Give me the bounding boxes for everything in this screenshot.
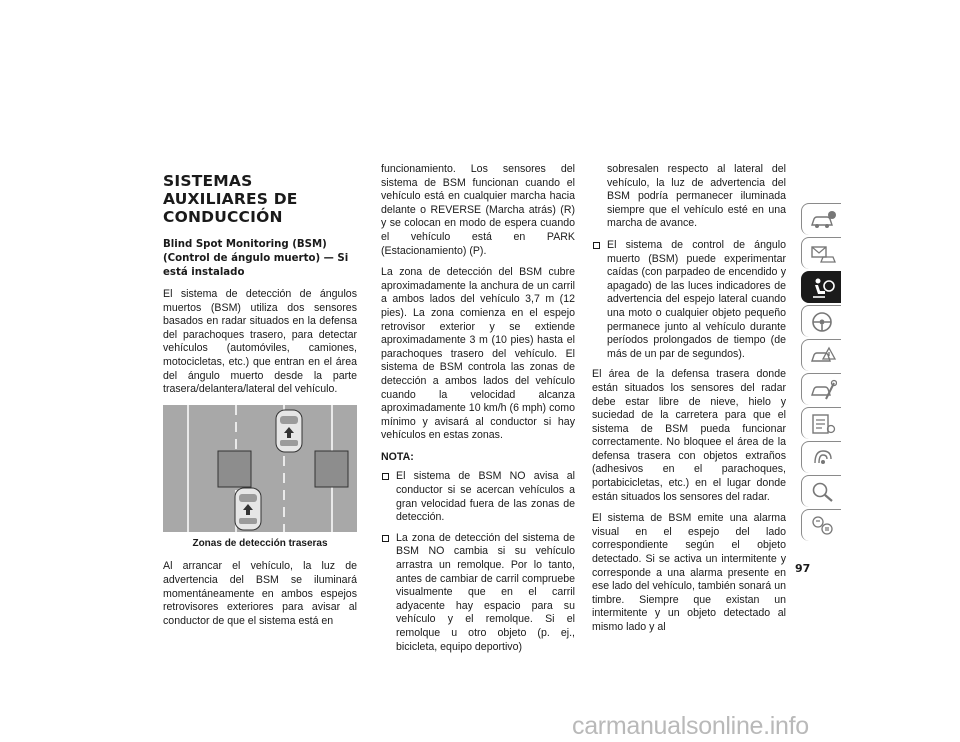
column-2: [381, 163, 575, 661]
figure-caption: Zonas de detección traseras: [192, 537, 328, 549]
list-item: [381, 532, 575, 654]
car-wrench-icon: [809, 379, 837, 401]
tab-languages[interactable]: [801, 509, 841, 541]
page-number: 97: [795, 562, 811, 575]
paragraph: La zona de detección del BSM cubre aproximadamente la anchura de un carril a ambos lados del vehículo 3,7 m (12 pies). La zona comienza en el espejo retrovisor exterior y se extiende aproximadamente 3 m (10 pies) hasta el parachoques trasero del vehículo. El sistema de BSM controla las zonas de detección a ambos lados del vehículo cuando la velocidad alcanza aproximadamente 10 km/h (6 mph) como mínimo y avisará al conductor si hay vehículos en estas zonas.: [381, 266, 575, 442]
tab-warning[interactable]: [801, 339, 841, 371]
checkbox-bullet-icon: [382, 535, 389, 542]
tab-car-info[interactable]: [801, 203, 841, 235]
paragraph: El sistema de BSM emite una alarma visual en el espejo del lado correspondiente según el objeto detectado. Si se activa un intermitente y corresponde a una alarma presente en ese lado del vehículo, también sonará un timbre. Siempre que existan un intermitente y un objeto detectado al mismo lado y al: [592, 512, 786, 633]
magnifier-icon: [809, 481, 837, 503]
tab-service[interactable]: [801, 373, 841, 405]
list-item-text: El sistema de BSM NO avisa al conductor si se acercan vehículos a gran velocidad fuera de las zonas de detección.: [396, 470, 575, 524]
rear-detection-zones-illustration: [163, 405, 357, 532]
steering-wheel-icon: [809, 311, 837, 333]
car-bottom: [235, 488, 261, 530]
section-title: SISTEMAS AUXILIARES DE CONDUCCIÓN: [163, 172, 298, 226]
paragraph: El área de la defensa trasera donde están situados los sensores del radar debe estar libre de nieve, hielo y suciedad de la carretera para que el sistema de BSM pueda funcionar correctamente. No bloquee el área de la defensa trasera con objetos extraños (adhesivos en el parachoques, portabicicletas, etc.) en el lugar donde están situados los sensores del radar.: [592, 368, 786, 503]
checkbox-bullet-icon: [382, 473, 389, 480]
list-item: [381, 470, 575, 524]
section-subtitle: Blind Spot Monitoring (BSM) (Control de ángulo muerto) — Si está instalado: [163, 239, 349, 278]
languages-icon: [809, 515, 837, 537]
column-3: [592, 163, 786, 643]
tab-multimedia[interactable]: [801, 441, 841, 473]
list-item: [592, 239, 786, 361]
tab-specs[interactable]: [801, 407, 841, 439]
checkbox-bullet-icon: [593, 242, 600, 249]
list-item-continuation: sobresalen respecto al lateral del vehículo, la luz de advertencia del BSM podría permanecer iluminada siempre que el vehículo esté en una marcha de avance.: [607, 163, 786, 230]
column-1: [163, 168, 357, 636]
note-label: NOTA:: [381, 450, 414, 463]
car-warning-icon: [809, 345, 837, 367]
road-diagram: [163, 405, 357, 532]
tab-driving[interactable]: [801, 305, 841, 337]
list-item-text: El sistema de control de ángulo muerto (BSM) puede experimentar caídas (con parpadeo de encendido y apagado) de las luces indicadores de advertencia del espejo lateral cuando una moto o cualquier objeto pequeño permanece junto al vehículo durante períodos prolongados de tiempo (de más de un par de segundos).: [607, 238, 786, 360]
watermark: carmanualsonline.info: [572, 712, 809, 740]
list-item-text: La zona de detección del sistema de BSM NO cambia si su vehículo arrastra un remolque. Por lo tanto, antes de cambiar de carril compruebe visualmente que en el carril adyacente hay espacio para su vehículo y el remolque. Si el remolque u otro objeto (p. ej., bicicleta, equipo deportivo): [396, 531, 575, 653]
tab-safety[interactable]: [801, 271, 841, 303]
tab-car-mail[interactable]: [801, 237, 841, 269]
multimedia-icon: [809, 447, 837, 469]
paragraph: El sistema de detección de ángulos muertos (BSM) utiliza dos sensores basados en radar situados en la defensa del parachoques trasero, para detectar vehículos (automóviles, camiones, motocicletas, etc.) que entran en el área del ángulo muerto desde la parte trasera/delantera/lateral del vehículo.: [163, 288, 357, 396]
paragraph: funcionamiento. Los sensores del sistema de BSM funcionan cuando el vehículo está en cualquier marcha hacia delante o REVERSE (Marcha atrás) (R) y se colocan en modo de espera cuando el vehículo está en PARK (Estacionamiento) (P).: [381, 163, 575, 257]
chapter-tabs: [801, 203, 841, 543]
airbag-seat-icon: [809, 277, 837, 299]
car-top: [276, 410, 302, 452]
checklist-icon: [809, 413, 837, 435]
car-mail-icon: [809, 243, 837, 265]
car-info-icon: [809, 209, 837, 231]
paragraph: Al arrancar el vehículo, la luz de advertencia del BSM se iluminará momentáneamente en ambos espejos retrovisores exteriores para avisar al conductor de que el sistema está en: [163, 560, 357, 627]
tab-index[interactable]: [801, 475, 841, 507]
